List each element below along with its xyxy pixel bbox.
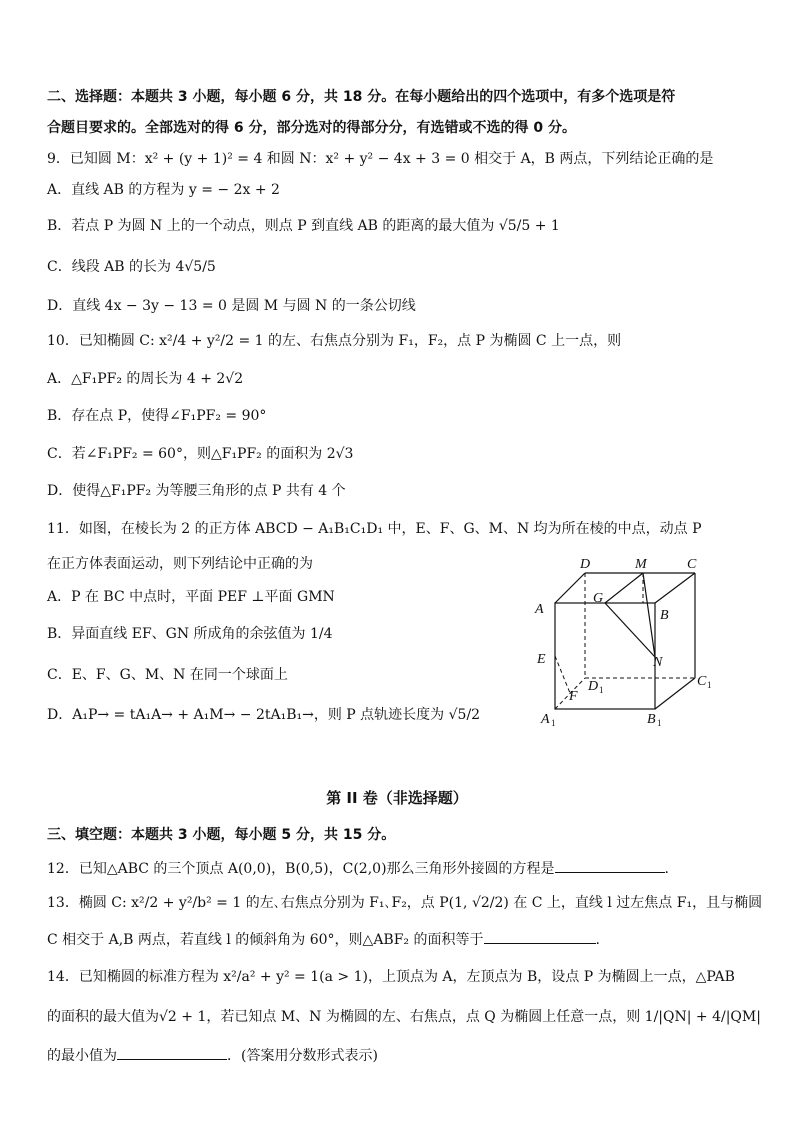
q14-line3-suffix: ．(答案用分数形式表示) [227,1048,378,1064]
q11-option-d: D．A₁P→ = tA₁A→ + A₁M→ − 2tA₁B₁→，则 P 点轨迹长度为 √5/2 [47,707,481,723]
q9-option-c: C．线段 AB 的长为 4√5/5 [47,259,216,275]
q12 [47,858,669,879]
q9-option-b: B．若点 P 为圆 N 上的一个动点，则点 P 到直线 AB 的距离的最大值为 √5/5 + 1 [47,218,560,234]
q9-option-a: A．直线 AB 的方程为 y = − 2x + 2 [47,182,280,198]
q10-option-c: C．若∠F₁PF₂ = 60°，则△F₁PF₂ 的面积为 2√3 [47,446,354,462]
q11-option-b: B．异面直线 EF、GN 所成角的余弦值为 1/4 [47,626,333,642]
q11-stem-line1: 11．如图，在棱长为 2 的正方体 ABCD − A₁B₁C₁D₁ 中，E、F、G、M、N 均为所在棱的中点，动点 P [47,521,702,537]
q12-answer-blank[interactable] [555,858,665,873]
q11-option-a: A．P 在 BC 中点时，平面 PEF ⊥平面 GMN [47,589,335,605]
label-b1: B [647,712,656,727]
section2-header-line1: 二、选择题：本题共 3 小题，每小题 6 分，共 18 分。在每小题给出的四个选项中，有多个选项是符 [47,89,676,105]
q14-line3-prefix: 的最小值为 [47,1048,117,1064]
label-m: M [635,557,647,572]
label-f: F [569,689,578,704]
q10-option-b: B．存在点 P，使得∠F₁PF₂ = 90° [47,408,267,424]
cube-figure [525,553,725,733]
label-a1: A [541,712,550,727]
q13-line2: C 相交于 A,B 两点，若直线 l 的倾斜角为 60°，则△ABF₂ 的面积等于 [47,932,484,948]
q11-stem-line2: 在正方体表面运动，则下列结论中正确的为 [47,556,313,572]
q13-line2-wrap [47,929,600,950]
q14-line1: 14．已知椭圆的标准方程为 x²/a² + y² = 1(a > 1)，上顶点为 A，左顶点为 B，设点 P 为椭圆上一点，△PAB [47,969,735,985]
q13-line1: 13．椭圆 C: x²/2 + y²/b² = 1 的左､右焦点分别为 F₁､F₂，点 P(1, √2/2) 在 C 上，直线 l 过左焦点 F₁，且与椭圆 [47,895,763,911]
q13-answer-blank[interactable] [484,929,596,944]
label-n: N [653,655,663,670]
cube-labels [534,557,712,728]
label-c: C [687,557,697,572]
q9-stem: 9．已知圆 M：x² + (y + 1)² = 4 和圆 N：x² + y² − 4x + 3 = 0 相交于 A，B 两点，下列结论正确的是 [47,151,714,167]
section2-header-line2: 合题目要求的。全部选对的得 6 分，部分选对的得部分分，有选错或不选的得 0 分。 [47,120,576,136]
q12-text: 12．已知△ABC 的三个顶点 A(0,0)，B(0,5)，C(2,0)那么三角形外接圆的方程是 [47,861,555,877]
label-a1-sub: 1 [551,718,556,728]
label-e: E [537,652,546,667]
section3-header: 三、填空题：本题共 3 小题，每小题 5 分，共 15 分。 [47,827,396,843]
q11-option-c: C．E、F、G、M、N 在同一个球面上 [47,667,288,683]
q12-end: . [664,861,669,877]
label-d1-sub: 1 [599,685,604,695]
q10-option-d: D．使得△F₁PF₂ 为等腰三角形的点 P 共有 4 个 [47,483,346,499]
q9-option-d: D．直线 4x − 3y − 13 = 0 是圆 M 与圆 N 的一条公切线 [47,298,416,314]
label-c1-sub: 1 [707,680,712,690]
q14-line3 [47,1045,378,1066]
label-c1: C [697,674,707,689]
q13-end: . [595,932,600,948]
label-b1-sub: 1 [657,718,662,728]
label-g: G [593,591,604,606]
part2-title: 第 II 卷（非选择题） [326,789,468,807]
label-d: D [580,557,591,572]
label-b: B [660,608,669,623]
q14-line2: 的面积的最大值为√2 + 1，若已知点 M、N 为椭圆的左、右焦点，点 Q 为椭圆上任意一点，则 1/|QN| + 4/|QM| [47,1009,761,1025]
label-a: A [535,602,544,617]
q10-option-a: A．△F₁PF₂ 的周长为 4 + 2√2 [47,371,244,387]
q10-stem: 10．已知椭圆 C: x²/4 + y²/2 = 1 的左、右焦点分别为 F₁，F₂，点 P 为椭圆 C 上一点，则 [47,333,622,349]
label-d1: D [588,679,599,694]
q14-answer-blank[interactable] [117,1045,227,1060]
